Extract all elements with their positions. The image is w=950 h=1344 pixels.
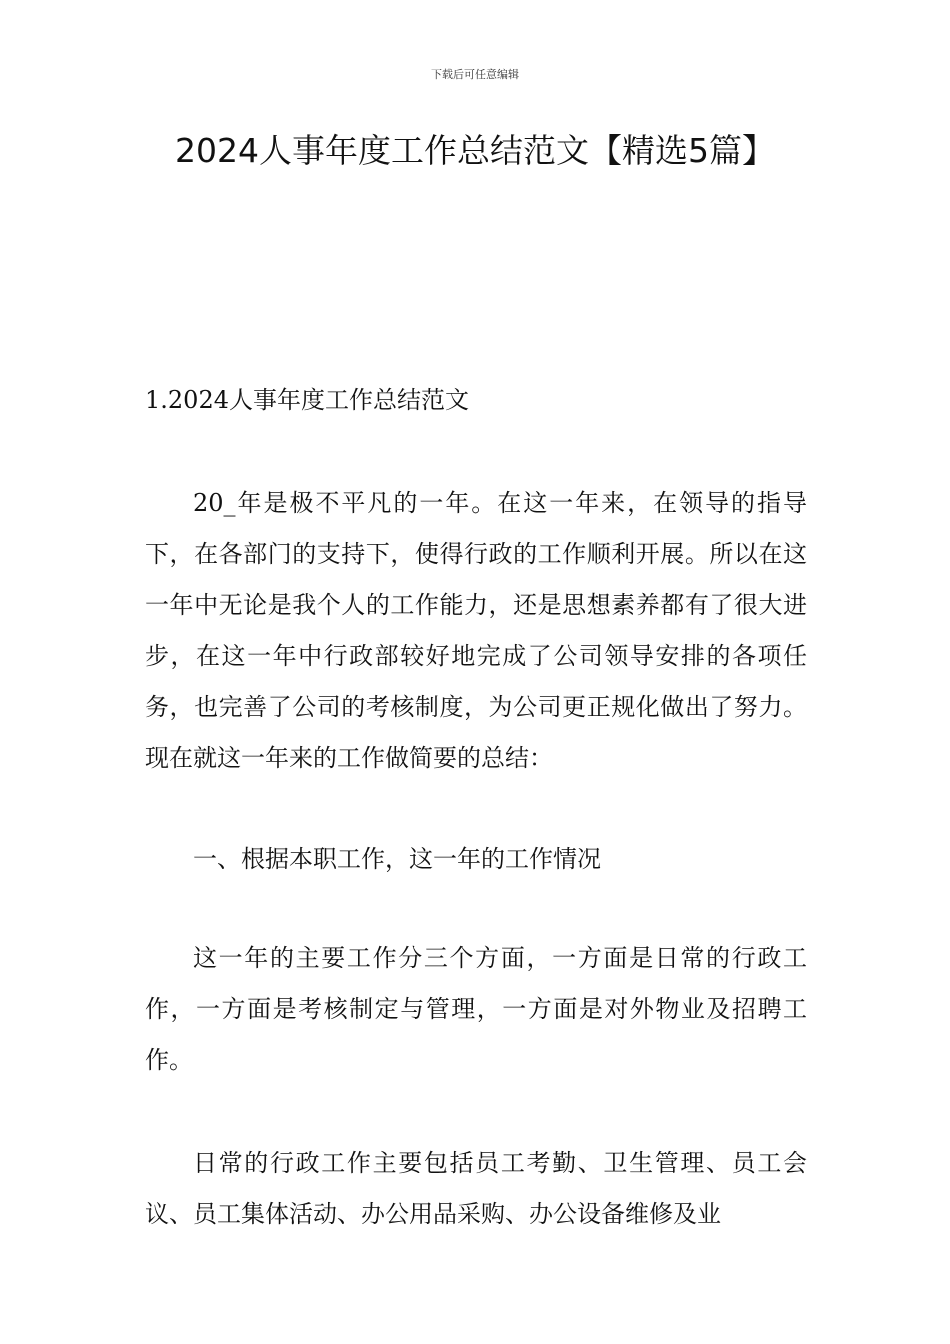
paragraph-subheading: 一、根据本职工作，这一年的工作情况	[193, 845, 601, 873]
section-title: 1.2024人事年度工作总结范文	[145, 386, 469, 414]
page-header-note: 下载后可任意编辑	[431, 68, 519, 81]
spacer	[145, 1086, 807, 1138]
spacer	[145, 784, 807, 834]
paragraph-work-areas: 这一年的主要工作分三个方面，一方面是日常的行政工作，一方面是考核制定与管理，一方面是对外物业及招聘工作。	[145, 944, 807, 1074]
spacer	[145, 422, 807, 478]
document-body	[145, 378, 807, 1240]
spacer	[145, 885, 807, 933]
document-title: 2024人事年度工作总结范文【精选5篇】	[175, 131, 775, 170]
paragraph-intro: 20_年是极不平凡的一年。在这一年来，在领导的指导下，在各部门的支持下，使得行政的工作顺利开展。所以在这一年中无论是我个人的工作能力，还是思想素养都有了很大进步，在这一年中行政部较好地完成了公司领导安排的各项任务，也完善了公司的考核制度，为公司更正规化做出了努力。现在就这一年来的工作做简要的总结：	[145, 489, 807, 772]
paragraph-daily-admin: 日常的行政工作主要包括员工考勤、卫生管理、员工会议、员工集体活动、办公用品采购、办公设备维修及业	[145, 1149, 807, 1228]
